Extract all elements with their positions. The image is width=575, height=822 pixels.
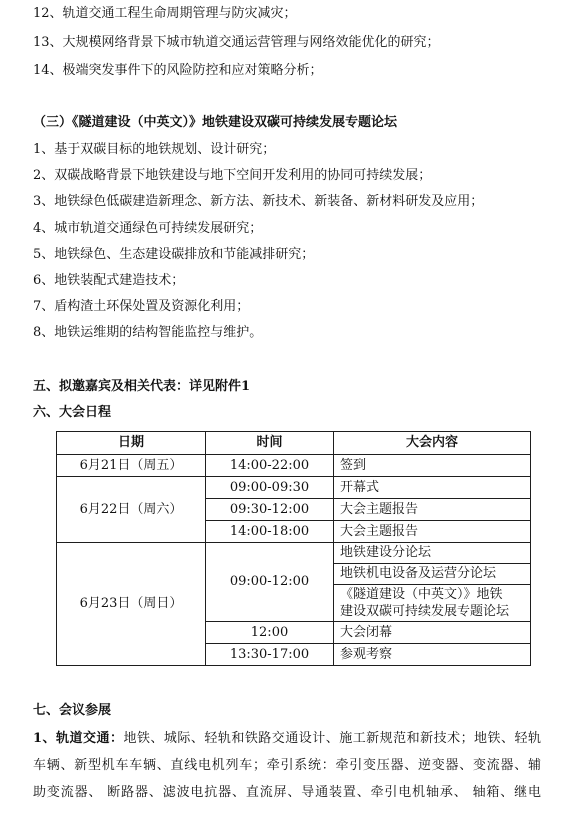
time-cell: 13:30-17:00 bbox=[206, 644, 334, 666]
time-cell: 12:00 bbox=[206, 622, 334, 644]
paragraph-line: 助变流器、 断路器、滤波电抗器、直流屏、导通装置、牵引电机轴承、 轴箱、继电 bbox=[33, 785, 541, 800]
list-item: 5、地铁绿色、生态建设碳排放和节能减排研究； bbox=[33, 246, 315, 262]
time-cell: 14:00-18:00 bbox=[206, 521, 334, 543]
time-cell: 09:00-09:30 bbox=[206, 477, 334, 499]
section-6-heading: 六、大会日程 bbox=[33, 405, 112, 420]
paragraph-text: 地铁、城际、轻轨和铁路交通设计、施工新规范和新技术；地铁、轻轨 bbox=[123, 731, 541, 746]
content-cell: 参观考察 bbox=[334, 644, 531, 666]
content-cell: 地铁机电设备及运营分论坛 bbox=[334, 564, 531, 585]
date-cell: 6月22日（周六） bbox=[57, 477, 206, 543]
exhibition-paragraph bbox=[33, 725, 541, 806]
content-cell bbox=[334, 585, 531, 622]
time-cell: 09:00-12:00 bbox=[206, 543, 334, 622]
forum-3-topic-list bbox=[33, 137, 483, 347]
date-cell: 6月23日（周日） bbox=[57, 543, 206, 666]
paragraph-line bbox=[33, 725, 541, 752]
content-cell: 大会主题报告 bbox=[334, 521, 531, 543]
header-time: 时间 bbox=[206, 432, 334, 455]
content-cell: 开幕式 bbox=[334, 477, 531, 499]
list-item: 13、大规模网络背景下城市轨道交通运营管理与网络效能优化的研究； bbox=[33, 34, 440, 50]
header-date: 日期 bbox=[57, 432, 206, 455]
time-cell: 14:00-22:00 bbox=[206, 455, 334, 477]
list-item: 7、盾构渣土环保处置及资源化利用； bbox=[33, 299, 250, 315]
list-item: 12、轨道交通工程生命周期管理与防灾减灾； bbox=[33, 6, 297, 21]
list-item: 14、极端突发事件下的风险防控和应对策略分析； bbox=[33, 63, 323, 78]
section-5-heading: 五、拟邀嘉宾及相关代表：详见附件1 bbox=[33, 379, 251, 394]
date-cell: 6月21日（周五） bbox=[57, 455, 206, 477]
continued-list bbox=[33, 0, 440, 86]
list-item: 6、地铁装配式建造技术； bbox=[33, 273, 185, 289]
header-content: 大会内容 bbox=[334, 432, 531, 455]
list-item: 4、城市轨道交通绿色可持续发展研究； bbox=[33, 220, 263, 236]
list-item: 1、基于双碳目标的地铁规划、设计研究； bbox=[33, 142, 276, 157]
table-row bbox=[57, 543, 531, 564]
schedule-table bbox=[56, 431, 531, 666]
list-item: 8、地铁运维期的结构智能监控与维护。 bbox=[33, 325, 263, 341]
schedule-table-wrapper bbox=[56, 431, 530, 666]
paragraph-lead: 1、轨道交通： bbox=[33, 731, 124, 746]
content-cell: 签到 bbox=[334, 455, 531, 477]
section-7-heading: 七、会议参展 bbox=[33, 703, 112, 718]
forum-3-heading: （三）《隧道建设（中英文）》地铁建设双碳可持续发展专题论坛 bbox=[33, 115, 398, 130]
paragraph-line: 车辆、新型机车车辆、直线电机列车；牵引系统：牵引变压器、逆变器、变流器、辅 bbox=[33, 758, 541, 773]
table-header-row bbox=[57, 432, 531, 455]
time-cell: 09:30-12:00 bbox=[206, 499, 334, 521]
content-cell: 大会闭幕 bbox=[334, 622, 531, 644]
list-item: 2、双碳战略背景下地铁建设与地下空间开发利用的协同可持续发展； bbox=[33, 168, 432, 184]
table-row bbox=[57, 477, 531, 499]
content-line: 建设双碳可持续发展专题论坛 bbox=[340, 604, 510, 619]
content-line: 《隧道建设（中英文）》地铁 bbox=[340, 587, 503, 602]
list-item: 3、地铁绿色低碳建造新理念、新方法、新技术、新装备、新材料研发及应用； bbox=[33, 194, 484, 210]
content-cell: 地铁建设分论坛 bbox=[334, 543, 531, 564]
table-row bbox=[57, 455, 531, 477]
content-cell: 大会主题报告 bbox=[334, 499, 531, 521]
